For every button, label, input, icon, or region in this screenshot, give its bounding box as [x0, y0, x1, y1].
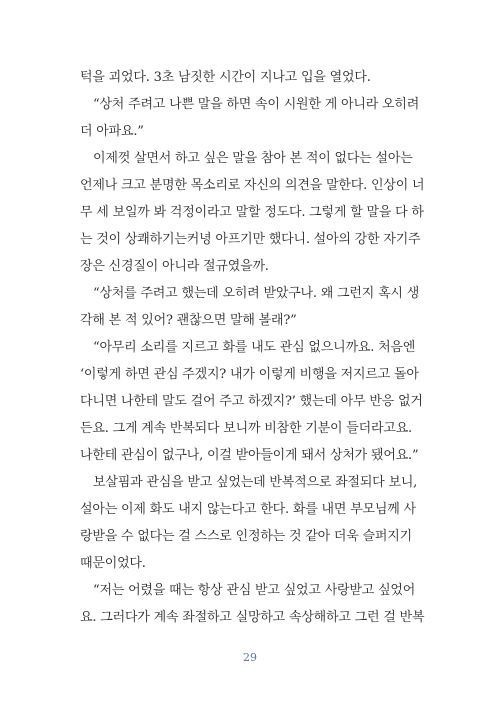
text-line: 언제나 크고 분명한 목소리로 자신의 의견을 말한다. 인상이 너: [80, 178, 425, 193]
body-text: [80, 64, 427, 631]
text-line: “상처를 주려고 했는데 오히려 받았구나. 왜 그런지 혹시 생: [93, 286, 420, 301]
text-line: 랑받을 수 없다는 걸 스스로 인정하는 것 같아 더욱 슬퍼지기: [80, 529, 412, 544]
text-line: “상처 주려고 나쁜 말을 하면 속이 시원한 게 아니라 오히려: [93, 97, 420, 112]
text-line: 요. 그러다가 계속 좌절하고 실망하고 속상해하고 그런 걸 반복: [80, 610, 425, 625]
text-line: 든요. 그게 계속 반복되다 보니까 비참한 기분이 들더라고요.: [80, 421, 412, 436]
text-line: 더 아파요.”: [80, 124, 144, 139]
text-line: ‘이렇게 하면 관심 주겠지? 내가 이렇게 비행을 저지르고 돌아: [80, 367, 419, 382]
text-line: 때문이었다.: [80, 556, 146, 571]
text-line: 무 세 보일까 봐 걱정이라고 말할 정도다. 그렇게 할 말을 다 하: [80, 205, 424, 220]
text-line: 나한테 관심이 없구나, 이걸 받아들이게 돼서 상처가 됐어요.”: [80, 448, 419, 463]
text-line: 보살핌과 관심을 받고 싶었는데 반복적으로 좌절되다 보니,: [93, 475, 418, 490]
text-line: 이제껏 살면서 하고 싶은 말을 참아 본 적이 없다는 설아는: [93, 151, 413, 166]
text-line: 설아는 이제 화도 내지 않는다고 한다. 화를 내면 부모님께 사: [80, 502, 416, 517]
text-line: 장은 신경질이 아니라 절규였을까.: [80, 259, 269, 274]
page-number: 29: [243, 651, 257, 664]
text-line: 다니면 나한테 말도 걸어 주고 하겠지?’ 했는데 아무 반응 없거: [80, 394, 423, 409]
text-line: “저는 어렸을 때는 항상 관심 받고 싶었고 사랑받고 싶었어: [93, 583, 416, 598]
text-line: “아무리 소리를 지르고 화를 내도 관심 없으니까요. 처음엔: [93, 340, 416, 355]
text-line: 턱을 괴었다. 3초 남짓한 시간이 지나고 입을 열었다.: [80, 70, 371, 85]
text-line: 는 것이 상쾌하기는커녕 아프기만 했다니. 설아의 강한 자기주: [80, 232, 421, 247]
text-line: 각해 본 적 있어? 괜찮으면 말해 볼래?”: [80, 313, 297, 328]
